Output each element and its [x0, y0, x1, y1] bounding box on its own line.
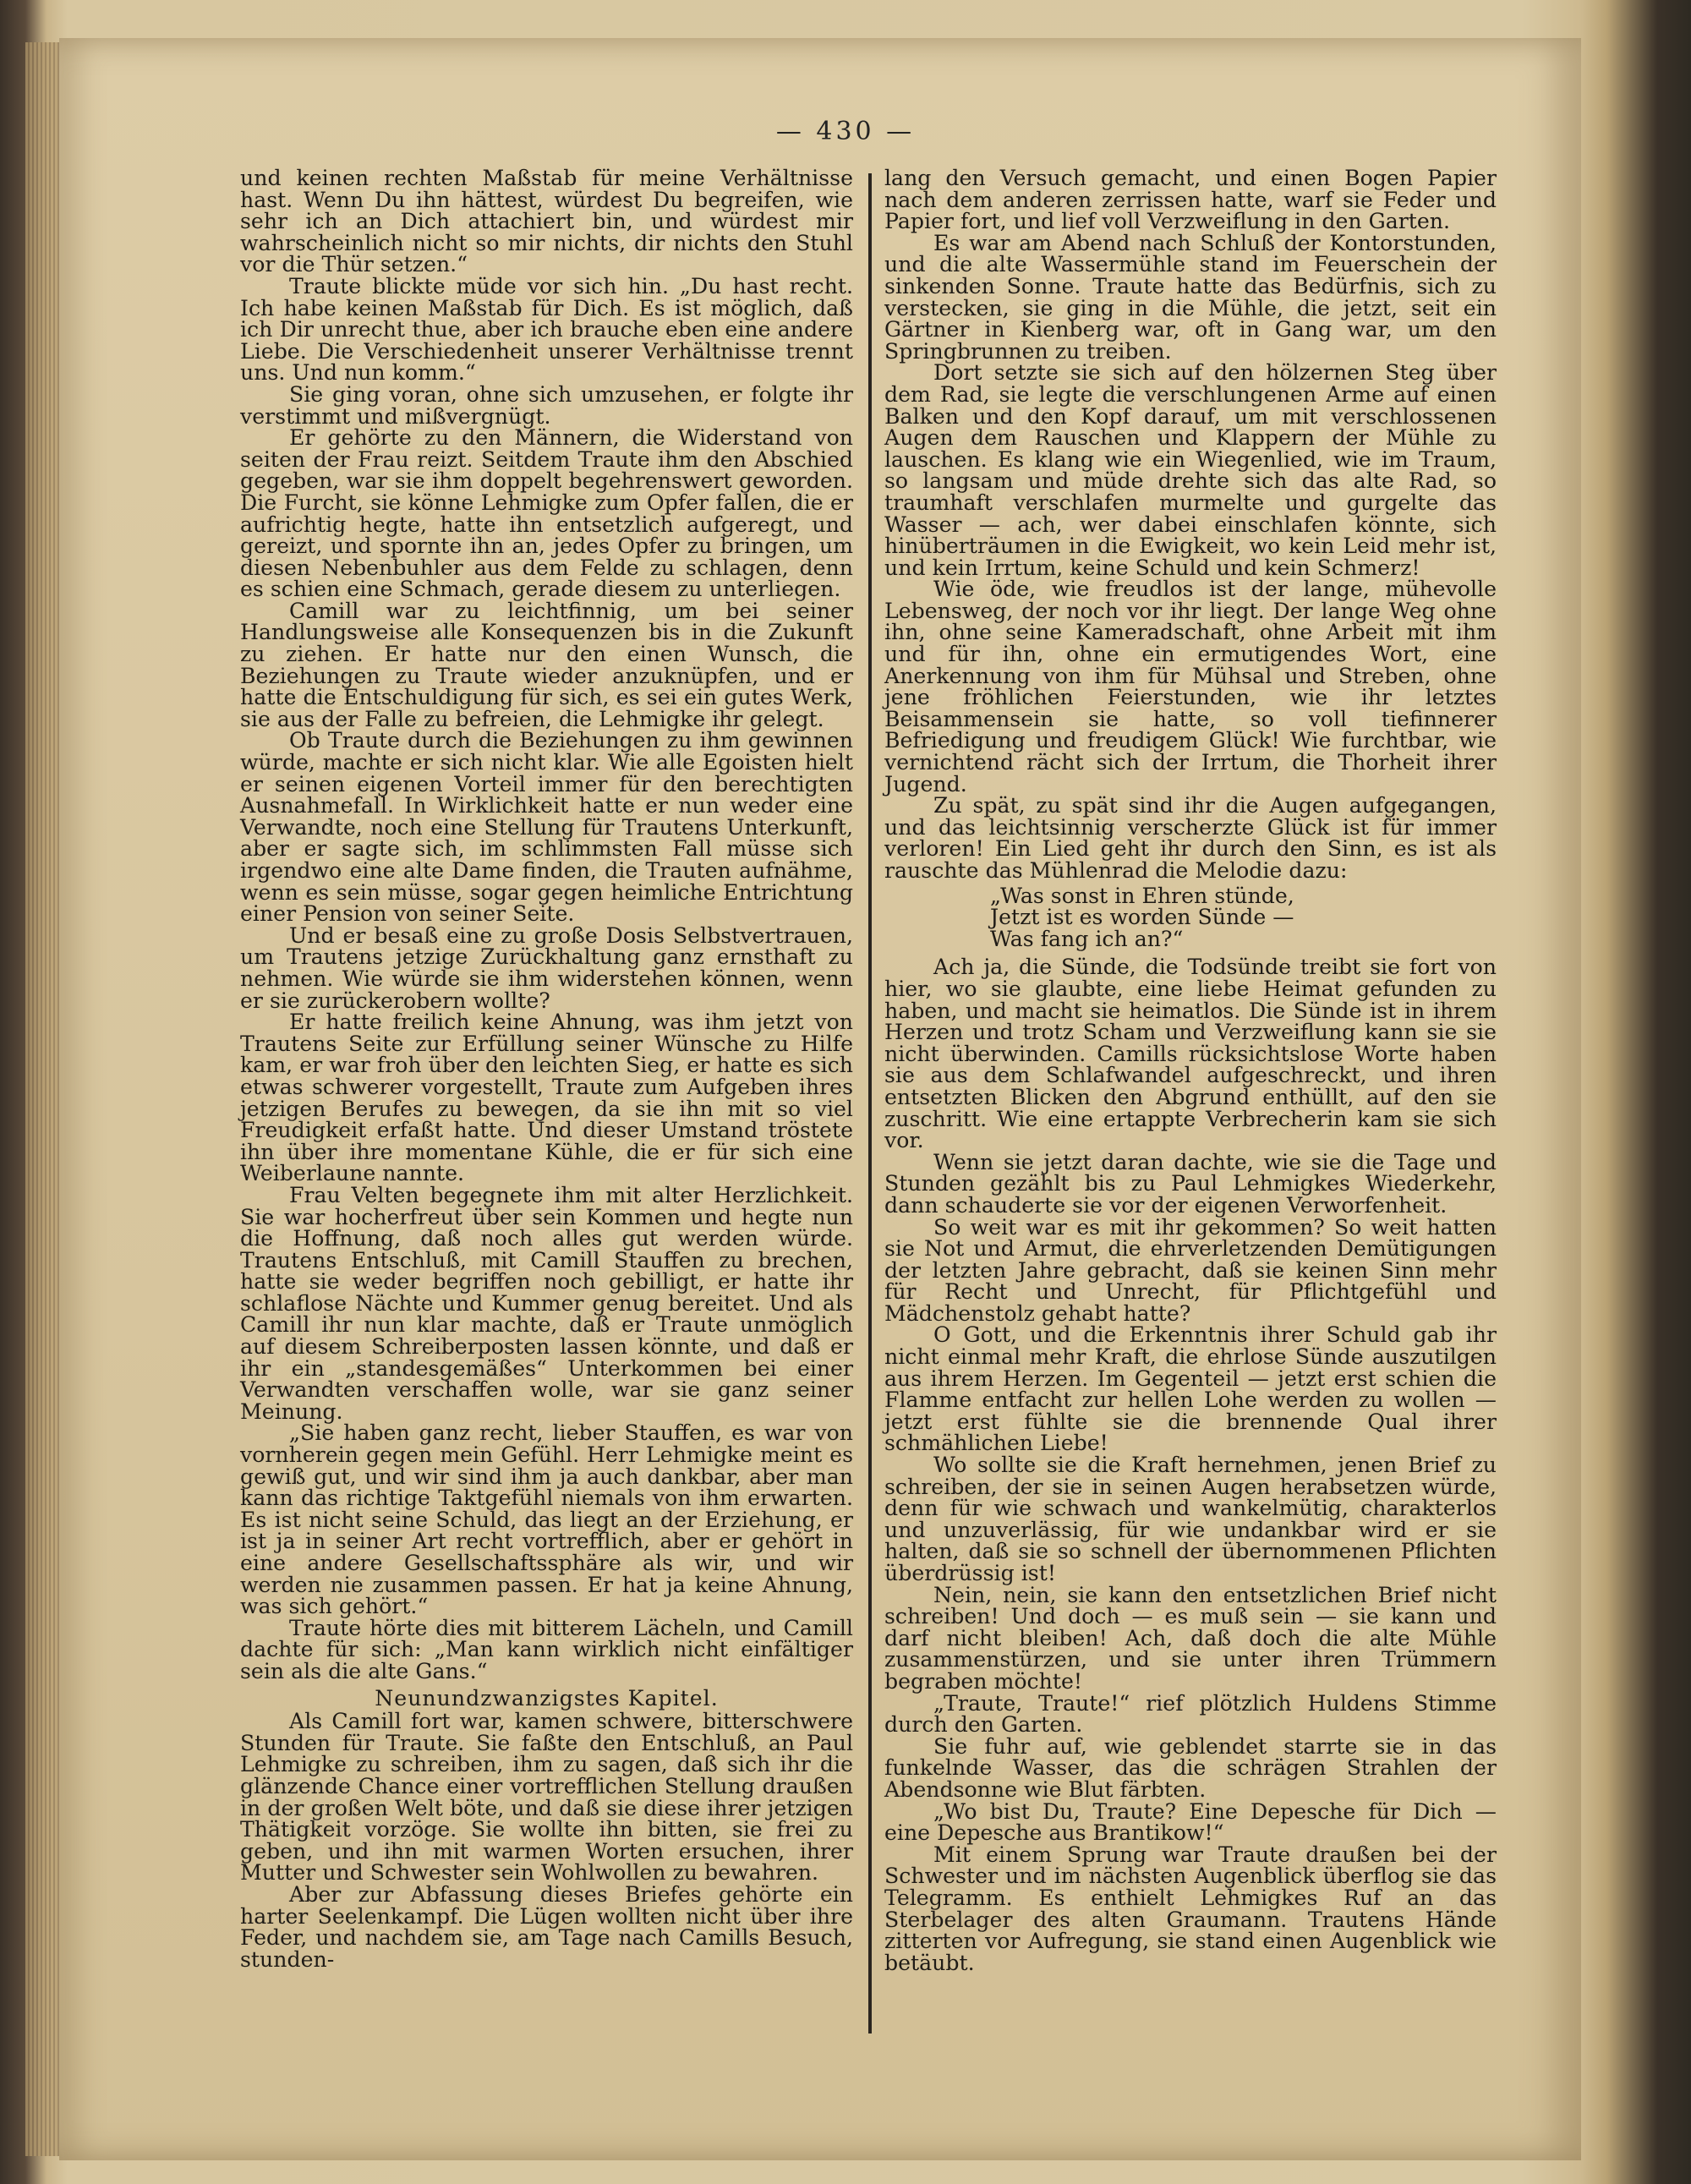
verse-quote: „Was sonst in Ehren stünde, Jetzt ist es worden Sünde — Was fang ich an?“	[990, 883, 1294, 951]
paragraph: Traute blickte müde vor sich hin. „Du hast recht. Ich habe keinen Maßstab für Dich. Es ist möglich, daß ich Dir unrecht thue, aber ich brauche eben eine andere Liebe. Die Verschiedenheit unserer Verhältnisse trennt uns. Und nun komm.“	[240, 273, 853, 386]
column-divider	[868, 173, 872, 2033]
paragraph: Er hatte freilich keine Ahnung, was ihm jetzt von Trautens Seite zur Erfüllung seiner Wünsche zu Hilfe kam, er war froh über den leichten Sieg, er hatte es sich etwas schwerer vorgestellt, Traute zum Aufgeben ihres jetzigen Berufes zu bewegen, da sie ihn mit so viel Freudigkeit erfaßt hatte. Und dieser Umstand tröstete ihn über ihre momentane Kühle, die er für sich eine Weiberlaune nannte.	[240, 1010, 853, 1186]
paragraph: Mit einem Sprung war Traute draußen bei der Schwester und im nächsten Augenblick überflog sie das Telegramm. Es enthielt Lehmigkes Ruf an das Sterbelager des alten Graumann. Trautens Hände zitterten vor Aufregung, sie stand einen Augenblick wie betäubt.	[884, 1842, 1497, 1975]
page-number: — 430 —	[775, 117, 916, 146]
paragraph: Er gehörte zu den Männern, die Widerstand von seiten der Frau reizt. Seitdem Traute ihm den Abschied gegeben, war sie ihm doppelt begehrenswert geworden. Die Furcht, sie könne Lehmigke zum Opfer fallen, die er aufrichtig hegte, hatte ihn entsetzlich aufgeregt, und gereizt, und spornte ihn an, jedes Opfer zu bringen, um diesen Nebenbuhler aus dem Felde zu schlagen, denn es schien eine Schmach, gerade diesem zu unterliegen.	[240, 425, 853, 602]
paragraph: Als Camill fort war, kamen schwere, bitterschwere Stunden für Traute. Sie faßte den Entschluß, an Paul Lehmigke zu schreiben, ihm zu sagen, daß sich ihr die glänzende Chance einer vortrefflichen Stellung draußen in der großen Welt böte, und daß sie diese ihrer jetzigen Thätigkeit vorzöge. Sie wollte ihn bitten, sie frei zu geben, und ihn mit warmen Worten ersuchen, ihrer Mutter und Schwester sein Wohlwollen zu bewahren.	[240, 1709, 853, 1886]
paragraph: Traute hörte dies mit bitterem Lächeln, und Camill dachte für sich: „Man kann wirklich nicht einfältiger sein als die alte Gans.“	[240, 1615, 853, 1683]
paragraph: O Gott, und die Erkenntnis ihrer Schuld gab ihr nicht einmal mehr Kraft, die ehrlose Sünde auszutilgen aus ihrem Herzen. Im Gegenteil — jetzt erst schien die Flamme entfacht zur hellen Lohe werden zu wollen — jetzt erst fühlte sie die brennende Qual ihrer schmählichen Liebe!	[884, 1322, 1497, 1456]
right-text-column	[884, 167, 1497, 1973]
paragraph: Wenn sie jetzt daran dachte, wie sie die Tage und Stunden gezählt bis zu Paul Lehmigkes Wiederkehr, dann schauderte sie vor der eigenen Verworfenheit.	[884, 1149, 1497, 1218]
paragraph: Sie ging voran, ohne sich umzusehen, er folgte ihr verstimmt und mißvergnügt.	[240, 381, 853, 429]
paragraph: Es war am Abend nach Schluß der Kontorstunden, und die alte Wassermühle stand im Feuerschein der sinkenden Sonne. Traute hatte das Bedürfnis, sich zu verstecken, sie ging in die Mühle, die jetzt, seit ein Gärtner in Kienberg war, oft in Gang war, um den Springbrunnen zu treiben.	[884, 230, 1497, 364]
paragraph: Zu spät, zu spät sind ihr die Augen aufgegangen, und das leichtsinnig verscherzte Glück ist für immer verloren! Ein Lied geht ihr durch den Sinn, es ist als rauschte das Mühlenrad die Melodie dazu:	[884, 793, 1497, 883]
paragraph: Aber zur Abfassung dieses Briefes gehörte ein harter Seelenkampf. Die Lügen wollten nicht über ihre Feder, und nachdem sie, am Tage nach Camills Besuch, stunden-	[240, 1881, 853, 1972]
paragraph: Nein, nein, sie kann den entsetzlichen Brief nicht schreiben! Und doch — es muß sein — sie kann und darf nicht bleiben! Ach, daß doch die alte Mühle zusammenstürzen, und sie unter ihren Trümmern begraben möchte!	[884, 1582, 1497, 1694]
paragraph: lang den Versuch gemacht, und einen Bogen Papier nach dem anderen zerrissen hatte, warf sie Feder und Papier fort, und lief voll Verzweiflung in den Garten.	[884, 166, 1497, 234]
paragraph: „Sie haben ganz recht, lieber Stauffen, es war von vornherein gegen mein Gefühl. Herr Lehmigke meint es gewiß gut, und wir sind ihm ja auch dankbar, aber man kann das richtige Taktgefühl niemals von ihm erwarten. Es ist nicht seine Schuld, das liegt an der Erziehung, er ist ja in seiner Art recht vortrefflich, aber er gehört in eine andere Gesellschaftssphäre als wir, und wir werden nie zusammen passen. Er hat ja keine Ahnung, was sich gehört.“	[240, 1420, 853, 1619]
paragraph: Camill war zu leichtfinnig, um bei seiner Handlungsweise alle Konsequenzen bis in die Zukunft zu ziehen. Er hatte nur den einen Wunsch, die Beziehungen zu Traute wieder anzuknüpfen, und er hatte die Entschuldigung für sich, es sei ein gutes Werk, sie aus der Falle zu befreien, die Lehmigke ihr gelegt.	[240, 598, 853, 731]
paragraph: So weit war es mit ihr gekommen? So weit hatten sie Not und Armut, die ehrverletzenden Demütigungen der letzten Jahre gebracht, daß sie keinen Sinn mehr für Recht und Unrecht, für Pflichtgefühl und Mädchenstolz gehabt hatte?	[884, 1214, 1497, 1326]
paragraph: Sie fuhr auf, wie geblendet starrte sie in das funkelnde Wasser, das die schrägen Strahlen der Abendsonne wie Blut färbten.	[884, 1733, 1497, 1802]
paragraph: Ob Traute durch die Beziehungen zu ihm gewinnen würde, machte er sich nicht klar. Wie alle Egoisten hielt er seinen eigenen Vorteil immer für den berechtigten Ausnahmefall. In Wirklichkeit hatte er nun weder eine Verwandte, noch eine Stellung für Trautens Unterkunft, aber er sagte sich, im schlimmsten Fall müsse sich irgendwo eine alte Dame finden, die Trauten aufnähme, wenn es sein müsse, sogar gegen heimliche Entrichtung einer Pension von seiner Seite.	[240, 728, 853, 927]
paragraph: Und er besaß eine zu große Dosis Selbstvertrauen, um Trautens jetzige Zurückhaltung ganz ernsthaft zu nehmen. Wie würde sie ihm widerstehen können, wenn er sie zurückerobern wollte?	[240, 922, 853, 1013]
paragraph: „Wo bist Du, Traute? Eine Depesche für Dich — eine Depesche aus Brantikow!“	[884, 1798, 1497, 1846]
left-text-column	[240, 167, 853, 1970]
paragraph: „Traute, Traute!“ rief plötzlich Huldens Stimme durch den Garten.	[884, 1690, 1497, 1738]
book-page-edges	[25, 42, 59, 2156]
paragraph: Wo sollte sie die Kraft hernehmen, jenen Brief zu schreiben, der sie in seinen Augen herabsetzen würde, denn für wie schwach und wankelmütig, charakterlos und unzuverlässig, für wie undankbar wird er sie halten, daß sie so schnell der übernommenen Pflichten überdrüssig ist!	[884, 1453, 1497, 1585]
paragraph: und keinen rechten Maßstab für meine Verhältnisse hast. Wenn Du ihn hättest, würdest Du begreifen, wie sehr ich an Dich attachiert bin, und würdest mir wahrscheinlich nicht so mir nichts, dir nichts den Stuhl vor die Thür setzen.“	[240, 166, 853, 277]
paragraph: Frau Velten begegnete ihm mit alter Herzlichkeit. Sie war hocherfreut über sein Kommen und hegte nun die Hoffnung, daß noch alles gut werden würde. Trautens Entschluß, mit Camill Stauffen zu brechen, hatte sie weder begriffen noch gebilligt, er hatte ihr schlaflose Nächte und Kummer genug bereitet. Und als Camill ihr nun klar machte, daß er Traute unmöglich auf diesem Schreiberposten lassen könnte, und daß er ihr ein „standesgemäßes“ Unterkommen bei einer Verwandten verschaffen wolle, war sie ganz seiner Meinung.	[240, 1182, 853, 1424]
paragraph: Dort setzte sie sich auf den hölzernen Steg über dem Rad, sie legte die verschlungenen Arme auf einen Balken und den Kopf darauf, um mit verschlossenen Augen dem Rauschen und Klappern der Mühle zu lauschen. Es klang wie ein Wiegenlied, wie im Traum, so langsam und müde drehte sich das alte Rad, so traumhaft verschlafen murmelte und gurgelte das Wasser — ach, wer dabei einschlafen könnte, sich hinüberträumen in die Ewigkeit, wo kein Leid mehr ist, und kein Irrtum, keine Schuld und kein Schmerz!	[884, 360, 1497, 580]
chapter-heading: Neunundzwanzigstes Kapitel.	[375, 1685, 719, 1711]
paragraph: Ach ja, die Sünde, die Todsünde treibt sie fort von hier, wo sie glaubte, eine liebe Heimat gefunden zu haben, und macht sie heimatlos. Die Sünde ist in ihrem Herzen und trotz Scham und Verzweiflung kann sie sie nicht überwinden. Camills rücksichtslose Worte haben sie aus dem Schlafwandel aufgeschreckt, und ihren entsetzten Blicken den Abgrund enthüllt, auf den sie zuschritt. Wie eine ertappte Verbrecherin kam sie sich vor.	[884, 955, 1497, 1153]
paragraph: Wie öde, wie freudlos ist der lange, mühevolle Lebensweg, der noch vor ihr liegt. Der lange Weg ohne ihn, ohne seine Kameradschaft, ohne Arbeit mit ihm und für ihn, ohne ein ermutigendes Wort, eine Anerkennung von ihm für Mühsal und Streben, ohne jene fröhlichen Feierstunden, wie ihr letztes Beisammensein sie hatte, so voll tiefinnerer Befriedigung und freudigem Glück! Wie furchtbar, wie vernichtend rächt sich der Irrtum, die Thorheit ihrer Jugend.	[884, 577, 1497, 796]
